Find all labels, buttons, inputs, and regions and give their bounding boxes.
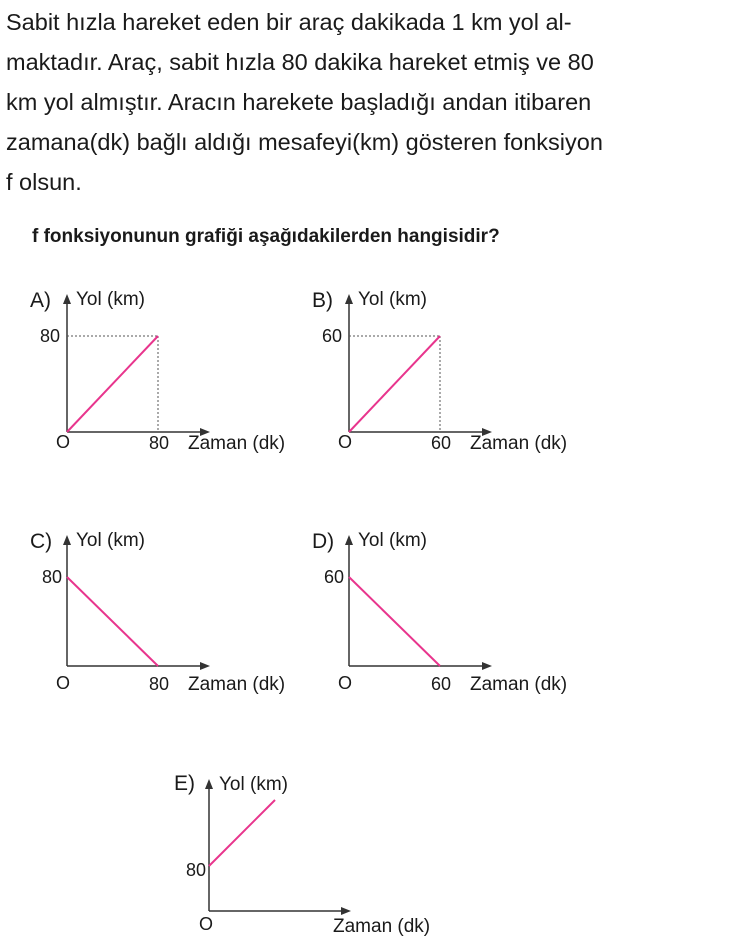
origin-label: O — [56, 432, 71, 452]
x-axis-title: Zaman (dk) — [188, 433, 286, 454]
option-c-graph — [0, 521, 320, 711]
origin-label: O — [338, 673, 353, 693]
y-tick-label: 60 — [321, 326, 342, 346]
y-axis-arrow-icon — [205, 779, 213, 789]
y-tick-label: 80 — [39, 326, 60, 346]
graph-line — [67, 336, 158, 432]
graph-line — [67, 577, 158, 666]
question-line: Sabit hızla hareket eden bir araç dakikada 1 km yol al- — [6, 9, 572, 35]
origin-label: O — [338, 432, 353, 452]
question-line: km yol almıştır. Aracın harekete başladığı andan itibaren — [6, 89, 592, 115]
option-a-graph — [0, 280, 320, 470]
y-tick-label: 80 — [41, 567, 62, 587]
y-axis-arrow-icon — [63, 535, 71, 545]
question-line: maktadır. Araç, sabit hızla 80 dakika hareket etmiş ve 80 — [6, 49, 594, 75]
graph-line — [209, 800, 275, 866]
x-tick-label: 80 — [149, 433, 170, 453]
question-line: zamana(dk) bağlı aldığı mesafeyi(km) gösteren fonksiyon — [6, 129, 603, 155]
option-e-letter: E) — [174, 772, 195, 795]
option-c[interactable] — [0, 521, 320, 711]
x-axis-title: Zaman (dk) — [333, 916, 431, 937]
option-b-letter: B) — [312, 289, 333, 312]
x-axis-title: Zaman (dk) — [470, 674, 568, 695]
y-axis-title: Yol (km) — [76, 289, 145, 310]
option-b[interactable] — [282, 280, 602, 470]
y-tick-label: 80 — [185, 860, 206, 880]
option-a[interactable] — [0, 280, 320, 470]
option-b-graph — [282, 280, 602, 470]
y-tick-label: 60 — [323, 567, 344, 587]
y-axis-arrow-icon — [63, 294, 71, 304]
question-prompt: f fonksiyonunun grafiği aşağıdakilerden hangisidir? — [32, 226, 500, 247]
option-d-letter: D) — [312, 530, 335, 553]
y-axis-title: Yol (km) — [76, 530, 145, 551]
option-a-letter: A) — [30, 289, 51, 312]
x-axis-arrow-icon — [482, 662, 492, 670]
origin-label: O — [56, 673, 71, 693]
option-d[interactable] — [282, 521, 602, 711]
x-axis-title: Zaman (dk) — [470, 433, 568, 454]
x-axis-arrow-icon — [341, 907, 351, 915]
option-e[interactable] — [141, 763, 461, 943]
graph-line — [349, 336, 440, 432]
x-tick-label: 80 — [149, 674, 170, 694]
y-axis-title: Yol (km) — [358, 289, 427, 310]
question-text — [6, 2, 734, 202]
origin-label: O — [199, 914, 214, 934]
question-line: f olsun. — [6, 169, 82, 195]
option-d-graph — [282, 521, 602, 711]
y-axis-title: Yol (km) — [358, 530, 427, 551]
x-tick-label: 60 — [431, 674, 452, 694]
x-axis-title: Zaman (dk) — [188, 674, 286, 695]
y-axis-title: Yol (km) — [219, 774, 288, 795]
x-axis-arrow-icon — [200, 662, 210, 670]
graph-line — [349, 577, 440, 666]
x-tick-label: 60 — [431, 433, 452, 453]
option-e-graph — [141, 763, 461, 943]
option-c-letter: C) — [30, 530, 53, 553]
y-axis-arrow-icon — [345, 535, 353, 545]
y-axis-arrow-icon — [345, 294, 353, 304]
